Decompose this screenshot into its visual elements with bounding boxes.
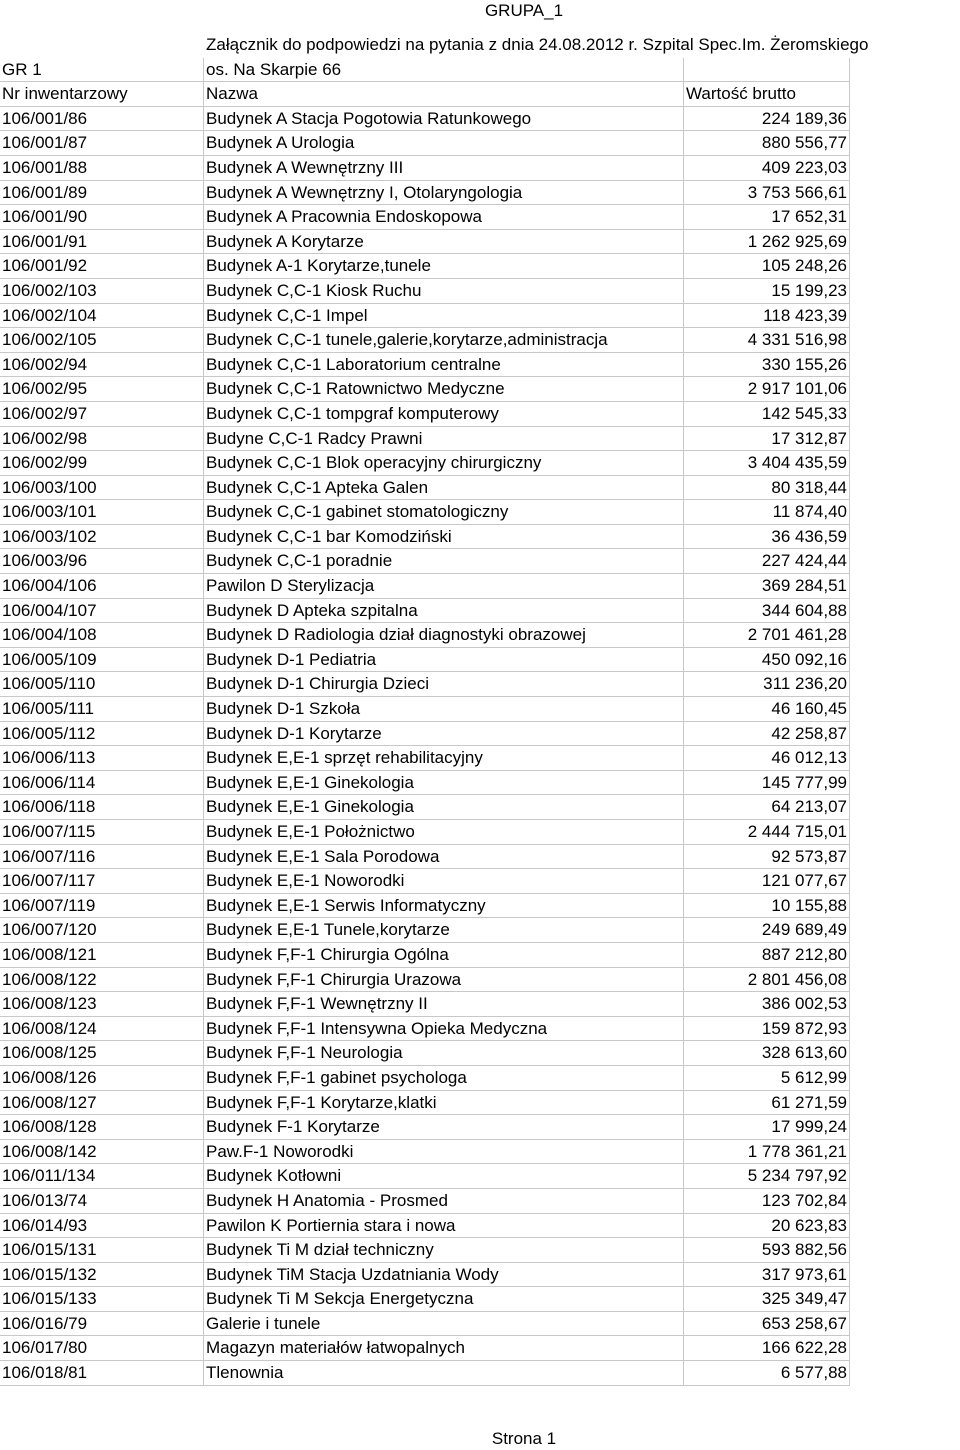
gross-value-cell: 2 801 456,08 xyxy=(684,968,850,993)
table-row xyxy=(0,918,850,943)
building-name-cell: Tlenownia xyxy=(204,1361,684,1386)
caption-row xyxy=(0,33,869,58)
gross-value-cell: 11 874,40 xyxy=(684,500,850,525)
table-row xyxy=(0,672,850,697)
gross-value-cell: 4 331 516,98 xyxy=(684,328,850,353)
page-header xyxy=(0,0,960,24)
building-name-cell: Budynek TiM Stacja Uzdatniania Wody xyxy=(204,1263,684,1288)
inventory-number-cell: 106/002/99 xyxy=(0,451,204,476)
gross-value-cell: 3 404 435,59 xyxy=(684,451,850,476)
building-name-cell: Budynek C,C-1 Impel xyxy=(204,304,684,329)
table-row xyxy=(0,254,850,279)
gross-value-cell: 330 155,26 xyxy=(684,353,850,378)
building-name-cell: Budynek F,F-1 Neurologia xyxy=(204,1041,684,1066)
table-row xyxy=(0,131,850,156)
table-row xyxy=(0,1189,850,1214)
table-row xyxy=(0,377,850,402)
inventory-number-cell: 106/007/115 xyxy=(0,820,204,845)
gross-value-cell: 1 262 925,69 xyxy=(684,230,850,255)
building-name-cell: Budynek A Pracownia Endoskopowa xyxy=(204,205,684,230)
gross-value-cell: 1 778 361,21 xyxy=(684,1140,850,1165)
building-name-cell: Budynek C,C-1 Ratownictwo Medyczne xyxy=(204,377,684,402)
building-name-cell: Pawilon D Sterylizacja xyxy=(204,574,684,599)
table-row xyxy=(0,1312,850,1337)
gross-value-cell: 5 234 797,92 xyxy=(684,1164,850,1189)
table-row xyxy=(0,1041,850,1066)
inventory-number-cell: 106/001/88 xyxy=(0,156,204,181)
gross-value-cell: 121 077,67 xyxy=(684,869,850,894)
group-empty-cell xyxy=(684,58,850,83)
building-name-cell: Budynek E,E-1 sprzęt rehabilitacyjny xyxy=(204,746,684,771)
building-name-cell: Budynek E,E-1 Noworodki xyxy=(204,869,684,894)
inventory-number-cell: 106/001/87 xyxy=(0,131,204,156)
gross-value-cell: 166 622,28 xyxy=(684,1336,850,1361)
building-name-cell: Budynek C,C-1 Blok operacyjny chirurgiczny xyxy=(204,451,684,476)
gross-value-cell: 92 573,87 xyxy=(684,845,850,870)
group-label: GR 1 xyxy=(0,58,204,83)
inventory-number-cell: 106/015/132 xyxy=(0,1263,204,1288)
table-row xyxy=(0,353,850,378)
inventory-number-cell: 106/002/103 xyxy=(0,279,204,304)
gross-value-cell: 46 012,13 xyxy=(684,746,850,771)
building-name-cell: Budynek Kotłowni xyxy=(204,1164,684,1189)
inventory-sheet xyxy=(0,33,869,1386)
building-name-cell: Budynek C,C-1 tompgraf komputerowy xyxy=(204,402,684,427)
inventory-number-cell: 106/005/112 xyxy=(0,722,204,747)
caption-empty-cell xyxy=(0,33,204,58)
inventory-number-cell: 106/006/113 xyxy=(0,746,204,771)
gross-value-cell: 450 092,16 xyxy=(684,648,850,673)
building-name-cell: Budynek F,F-1 Wewnętrzny II xyxy=(204,992,684,1017)
table-row xyxy=(0,230,850,255)
table-row xyxy=(0,845,850,870)
table-row xyxy=(0,623,850,648)
page-footer xyxy=(0,1428,960,1450)
gross-value-cell: 142 545,33 xyxy=(684,402,850,427)
address-caption: os. Na Skarpie 66 xyxy=(204,58,684,83)
gross-value-cell: 325 349,47 xyxy=(684,1287,850,1312)
table-row xyxy=(0,205,850,230)
column-header-row xyxy=(0,82,850,107)
inventory-number-cell: 106/007/119 xyxy=(0,894,204,919)
building-name-cell: Budynek F,F-1 Intensywna Opieka Medyczna xyxy=(204,1017,684,1042)
building-name-cell: Budynek A Wewnętrzny III xyxy=(204,156,684,181)
table-row xyxy=(0,1238,850,1263)
gross-value-cell: 249 689,49 xyxy=(684,918,850,943)
table-row xyxy=(0,304,850,329)
inventory-number-cell: 106/008/128 xyxy=(0,1115,204,1140)
gross-value-cell: 224 189,36 xyxy=(684,107,850,132)
building-name-cell: Budynek D-1 Korytarze xyxy=(204,722,684,747)
inventory-number-cell: 106/001/89 xyxy=(0,181,204,206)
column-header-name: Nazwa xyxy=(204,82,684,107)
inventory-number-cell: 106/015/131 xyxy=(0,1238,204,1263)
table-row xyxy=(0,451,850,476)
gross-value-cell: 386 002,53 xyxy=(684,992,850,1017)
building-name-cell: Budynek C,C-1 tunele,galerie,korytarze,administracja xyxy=(204,328,684,353)
building-name-cell: Budynek A-1 Korytarze,tunele xyxy=(204,254,684,279)
gross-value-cell: 887 212,80 xyxy=(684,943,850,968)
gross-value-cell: 3 753 566,61 xyxy=(684,181,850,206)
building-name-cell: Budynek E,E-1 Ginekologia xyxy=(204,771,684,796)
building-name-cell: Budynek E,E-1 Ginekologia xyxy=(204,795,684,820)
inventory-number-cell: 106/001/92 xyxy=(0,254,204,279)
table-row xyxy=(0,820,850,845)
table-row xyxy=(0,402,850,427)
attachment-caption: Załącznik do podpowiedzi na pytania z dnia 24.08.2012 r. Szpital Spec.Im. Żeromskiego xyxy=(206,35,869,54)
gross-value-cell: 5 612,99 xyxy=(684,1066,850,1091)
inventory-number-cell: 106/011/134 xyxy=(0,1164,204,1189)
table-row xyxy=(0,771,850,796)
group-row xyxy=(0,58,850,83)
gross-value-cell: 880 556,77 xyxy=(684,131,850,156)
gross-value-cell: 61 271,59 xyxy=(684,1091,850,1116)
building-name-cell: Budynek F,F-1 Chirurgia Urazowa xyxy=(204,968,684,993)
table-row xyxy=(0,500,850,525)
inventory-number-cell: 106/002/105 xyxy=(0,328,204,353)
inventory-number-cell: 106/007/116 xyxy=(0,845,204,870)
inventory-number-cell: 106/018/81 xyxy=(0,1361,204,1386)
building-name-cell: Budynek C,C-1 Laboratorium centralne xyxy=(204,353,684,378)
inventory-number-cell: 106/004/106 xyxy=(0,574,204,599)
table-row xyxy=(0,574,850,599)
gross-value-cell: 317 973,61 xyxy=(684,1263,850,1288)
gross-value-cell: 369 284,51 xyxy=(684,574,850,599)
table-row xyxy=(0,795,850,820)
gross-value-cell: 15 199,23 xyxy=(684,279,850,304)
inventory-number-cell: 106/003/102 xyxy=(0,525,204,550)
table-row xyxy=(0,328,850,353)
building-name-cell: Budynek Ti M Sekcja Energetyczna xyxy=(204,1287,684,1312)
building-name-cell: Galerie i tunele xyxy=(204,1312,684,1337)
building-name-cell: Budynek E,E-1 Sala Porodowa xyxy=(204,845,684,870)
building-name-cell: Magazyn materiałów łatwopalnych xyxy=(204,1336,684,1361)
table-row xyxy=(0,869,850,894)
table-row xyxy=(0,279,850,304)
inventory-number-cell: 106/001/86 xyxy=(0,107,204,132)
table-row xyxy=(0,1091,850,1116)
inventory-number-cell: 106/014/93 xyxy=(0,1214,204,1239)
building-name-cell: Budynek E,E-1 Położnictwo xyxy=(204,820,684,845)
table-row xyxy=(0,1115,850,1140)
table-row xyxy=(0,1287,850,1312)
column-header-nr: Nr inwentarzowy xyxy=(0,82,204,107)
inventory-number-cell: 106/002/94 xyxy=(0,353,204,378)
gross-value-cell: 2 444 715,01 xyxy=(684,820,850,845)
building-name-cell: Budynek F,F-1 Korytarze,klatki xyxy=(204,1091,684,1116)
building-name-cell: Budynek D Radiologia dział diagnostyki obrazowej xyxy=(204,623,684,648)
table-row xyxy=(0,549,850,574)
inventory-number-cell: 106/003/100 xyxy=(0,476,204,501)
building-name-cell: Budynek F,F-1 gabinet psychologa xyxy=(204,1066,684,1091)
gross-value-cell: 145 777,99 xyxy=(684,771,850,796)
inventory-number-cell: 106/008/125 xyxy=(0,1041,204,1066)
inventory-number-cell: 106/008/122 xyxy=(0,968,204,993)
inventory-number-cell: 106/002/104 xyxy=(0,304,204,329)
table-row xyxy=(0,894,850,919)
table-row xyxy=(0,1066,850,1091)
inventory-number-cell: 106/002/95 xyxy=(0,377,204,402)
table-row xyxy=(0,943,850,968)
table-row xyxy=(0,968,850,993)
inventory-number-cell: 106/003/96 xyxy=(0,549,204,574)
building-name-cell: Budynek A Wewnętrzny I, Otolaryngologia xyxy=(204,181,684,206)
table-row xyxy=(0,107,850,132)
inventory-number-cell: 106/004/108 xyxy=(0,623,204,648)
table-row xyxy=(0,1017,850,1042)
inventory-number-cell: 106/016/79 xyxy=(0,1312,204,1337)
inventory-number-cell: 106/008/142 xyxy=(0,1140,204,1165)
gross-value-cell: 159 872,93 xyxy=(684,1017,850,1042)
gross-value-cell: 105 248,26 xyxy=(684,254,850,279)
inventory-number-cell: 106/015/133 xyxy=(0,1287,204,1312)
table-row xyxy=(0,1140,850,1165)
building-name-cell: Budynek D-1 Chirurgia Dzieci xyxy=(204,672,684,697)
table-row xyxy=(0,525,850,550)
column-header-value: Wartość brutto xyxy=(684,82,850,107)
building-name-cell: Budynek D-1 Pediatria xyxy=(204,648,684,673)
table-row xyxy=(0,427,850,452)
table-row xyxy=(0,992,850,1017)
sheet-title: GRUPA_1 xyxy=(484,1,564,20)
inventory-number-cell: 106/005/110 xyxy=(0,672,204,697)
gross-value-cell: 593 882,56 xyxy=(684,1238,850,1263)
inventory-number-cell: 106/005/109 xyxy=(0,648,204,673)
inventory-number-cell: 106/008/121 xyxy=(0,943,204,968)
building-name-cell: Budynek A Stacja Pogotowia Ratunkowego xyxy=(204,107,684,132)
inventory-number-cell: 106/004/107 xyxy=(0,599,204,624)
building-name-cell: Budynek D-1 Szkoła xyxy=(204,697,684,722)
gross-value-cell: 17 652,31 xyxy=(684,205,850,230)
gross-value-cell: 36 436,59 xyxy=(684,525,850,550)
inventory-number-cell: 106/003/101 xyxy=(0,500,204,525)
building-name-cell: Budynek F,F-1 Chirurgia Ogólna xyxy=(204,943,684,968)
building-name-cell: Paw.F-1 Noworodki xyxy=(204,1140,684,1165)
table-row xyxy=(0,746,850,771)
inventory-number-cell: 106/017/80 xyxy=(0,1336,204,1361)
gross-value-cell: 17 999,24 xyxy=(684,1115,850,1140)
building-name-cell: Pawilon K Portiernia stara i nowa xyxy=(204,1214,684,1239)
inventory-number-cell: 106/005/111 xyxy=(0,697,204,722)
inventory-number-cell: 106/008/127 xyxy=(0,1091,204,1116)
table-row xyxy=(0,648,850,673)
table-row xyxy=(0,1361,850,1386)
inventory-number-cell: 106/007/117 xyxy=(0,869,204,894)
inventory-number-cell: 106/002/97 xyxy=(0,402,204,427)
inventory-number-cell: 106/006/114 xyxy=(0,771,204,796)
building-name-cell: Budynek C,C-1 poradnie xyxy=(204,549,684,574)
gross-value-cell: 344 604,88 xyxy=(684,599,850,624)
table-row xyxy=(0,722,850,747)
gross-value-cell: 2 917 101,06 xyxy=(684,377,850,402)
inventory-number-cell: 106/008/123 xyxy=(0,992,204,1017)
gross-value-cell: 17 312,87 xyxy=(684,427,850,452)
table-row xyxy=(0,156,850,181)
table-row xyxy=(0,181,850,206)
building-name-cell: Budynek A Korytarze xyxy=(204,230,684,255)
gross-value-cell: 227 424,44 xyxy=(684,549,850,574)
inventory-number-cell: 106/002/98 xyxy=(0,427,204,452)
inventory-number-cell: 106/013/74 xyxy=(0,1189,204,1214)
gross-value-cell: 409 223,03 xyxy=(684,156,850,181)
table-row xyxy=(0,1336,850,1361)
table-row xyxy=(0,697,850,722)
inventory-number-cell: 106/007/120 xyxy=(0,918,204,943)
building-name-cell: Budynek F-1 Korytarze xyxy=(204,1115,684,1140)
building-name-cell: Budynek C,C-1 bar Komodziński xyxy=(204,525,684,550)
gross-value-cell: 311 236,20 xyxy=(684,672,850,697)
inventory-number-cell: 106/008/126 xyxy=(0,1066,204,1091)
gross-value-cell: 64 213,07 xyxy=(684,795,850,820)
building-name-cell: Budyne C,C-1 Radcy Prawni xyxy=(204,427,684,452)
gross-value-cell: 328 613,60 xyxy=(684,1041,850,1066)
gross-value-cell: 653 258,67 xyxy=(684,1312,850,1337)
building-name-cell: Budynek H Anatomia - Prosmed xyxy=(204,1189,684,1214)
gross-value-cell: 6 577,88 xyxy=(684,1361,850,1386)
building-name-cell: Budynek C,C-1 gabinet stomatologiczny xyxy=(204,500,684,525)
gross-value-cell: 118 423,39 xyxy=(684,304,850,329)
gross-value-cell: 10 155,88 xyxy=(684,894,850,919)
gross-value-cell: 20 623,83 xyxy=(684,1214,850,1239)
inventory-number-cell: 106/001/90 xyxy=(0,205,204,230)
building-name-cell: Budynek Ti M dział techniczny xyxy=(204,1238,684,1263)
building-name-cell: Budynek C,C-1 Apteka Galen xyxy=(204,476,684,501)
table-row xyxy=(0,599,850,624)
gross-value-cell: 80 318,44 xyxy=(684,476,850,501)
table-row xyxy=(0,1164,850,1189)
table-row xyxy=(0,476,850,501)
inventory-number-cell: 106/001/91 xyxy=(0,230,204,255)
table-body xyxy=(0,107,850,1386)
page-number: Strona 1 xyxy=(491,1429,557,1448)
table-row xyxy=(0,1214,850,1239)
building-name-cell: Budynek D Apteka szpitalna xyxy=(204,599,684,624)
table-row xyxy=(0,1263,850,1288)
building-name-cell: Budynek E,E-1 Serwis Informatyczny xyxy=(204,894,684,919)
gross-value-cell: 46 160,45 xyxy=(684,697,850,722)
gross-value-cell: 123 702,84 xyxy=(684,1189,850,1214)
gross-value-cell: 2 701 461,28 xyxy=(684,623,850,648)
building-name-cell: Budynek E,E-1 Tunele,korytarze xyxy=(204,918,684,943)
inventory-number-cell: 106/006/118 xyxy=(0,795,204,820)
building-name-cell: Budynek C,C-1 Kiosk Ruchu xyxy=(204,279,684,304)
inventory-number-cell: 106/008/124 xyxy=(0,1017,204,1042)
building-name-cell: Budynek A Urologia xyxy=(204,131,684,156)
gross-value-cell: 42 258,87 xyxy=(684,722,850,747)
